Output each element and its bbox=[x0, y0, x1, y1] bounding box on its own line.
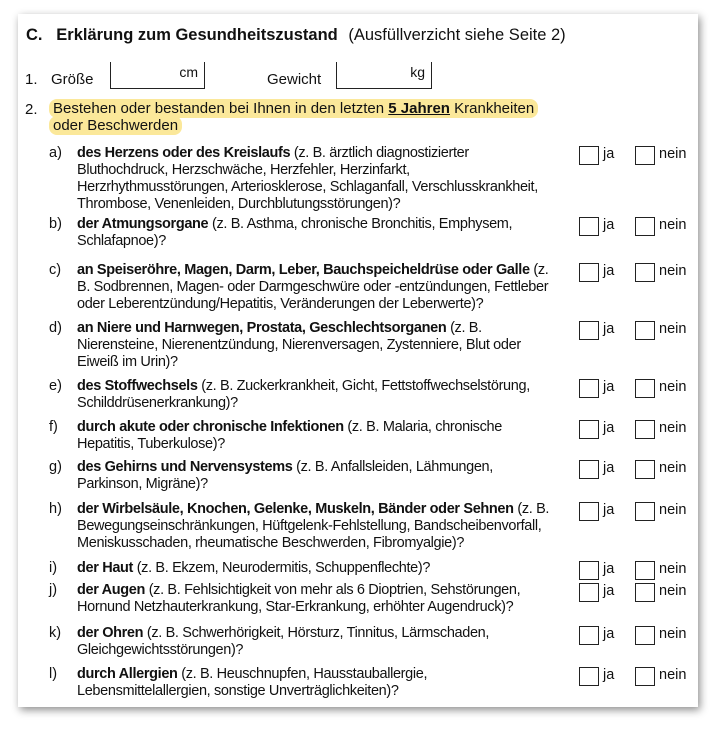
no-checkbox[interactable] bbox=[635, 667, 655, 686]
yes-label: ja bbox=[603, 460, 615, 476]
question-item-letter: f) bbox=[49, 419, 58, 435]
question-item-text bbox=[77, 666, 555, 700]
yes-label: ja bbox=[603, 561, 615, 577]
no-label: nein bbox=[659, 379, 687, 395]
question-2-text-start: Bestehen oder bestanden bei Ihnen in den letzten bbox=[53, 100, 389, 117]
question-item-detail: (z. B. Anfallsleiden, Lähmungen, Parkinson, Migräne)? bbox=[77, 459, 493, 492]
question-1-number: 1. bbox=[25, 71, 38, 88]
no-label: nein bbox=[659, 263, 687, 279]
question-item-text bbox=[77, 459, 555, 493]
no-checkbox[interactable] bbox=[635, 561, 655, 580]
yes-checkbox[interactable] bbox=[579, 146, 599, 165]
question-item-letter: d) bbox=[49, 320, 62, 336]
height-field[interactable] bbox=[110, 62, 205, 89]
question-item-text bbox=[77, 378, 555, 412]
yes-checkbox[interactable] bbox=[579, 460, 599, 479]
question-item-topic: des Stoffwechsels bbox=[77, 378, 198, 394]
question-item-detail: (z. B. Asthma, chronische Bronchitis, Emphysem, Schlafapnoe)? bbox=[77, 216, 513, 249]
question-item-detail: (z. B. Sodbrennen, Magen- oder Darmgeschwüre oder -entzündungen, Fettleber oder Leberentzündung/Hepatitis, Veränderungen der Leberwerte)? bbox=[77, 262, 549, 312]
question-item-text bbox=[77, 582, 555, 616]
yes-label: ja bbox=[603, 217, 615, 233]
question-item-detail: (z. B. Bewegungseinschränkungen, Hüftgelenk-Fehlstellung, Bandscheibenvorfall, Meniskusschaden, rheumatische Beschwerden, Fibromyalgie)? bbox=[77, 501, 550, 551]
question-2-number: 2. bbox=[25, 101, 38, 118]
no-checkbox[interactable] bbox=[635, 626, 655, 645]
question-item-detail: (z. B. ärztlich diagnostizierter Bluthochdruck, Herzschwäche, Herzfehler, Herzinfarkt, Herzrhythmusstörungen, Arteriosklerose, Schlaganfall, Verschlusskrankheit, Thrombose, Venenleiden, Durchblutungsstörungen)? bbox=[77, 145, 538, 212]
yes-checkbox[interactable] bbox=[579, 502, 599, 521]
section-letter: C. bbox=[26, 26, 43, 44]
yes-label: ja bbox=[603, 321, 615, 337]
question-item-text bbox=[77, 216, 555, 250]
weight-unit: kg bbox=[410, 64, 425, 80]
yes-checkbox[interactable] bbox=[579, 626, 599, 645]
no-checkbox[interactable] bbox=[635, 379, 655, 398]
question-item-detail: (z. B. Schwerhörigkeit, Hörsturz, Tinnitus, Lärmschaden, Gleichgewichtsstörungen)? bbox=[77, 625, 490, 658]
question-item-letter: b) bbox=[49, 216, 62, 232]
height-unit: cm bbox=[179, 64, 198, 80]
yes-checkbox[interactable] bbox=[579, 321, 599, 340]
question-item-letter: e) bbox=[49, 378, 62, 394]
question-2-text-end: Krankheiten oder Beschwerden bbox=[53, 100, 535, 134]
question-item-letter: j) bbox=[49, 582, 58, 598]
question-2-emphasis: 5 Jahren bbox=[388, 100, 450, 117]
no-checkbox[interactable] bbox=[635, 583, 655, 602]
question-item-topic: der Ohren bbox=[77, 625, 144, 641]
question-item-detail: (z. B. Nierensteine, Nierenentzündung, Nierenversagen, Zystenniere, Blut oder Eiweiß im Urin)? bbox=[77, 320, 521, 370]
yes-checkbox[interactable] bbox=[579, 561, 599, 580]
yes-label: ja bbox=[603, 379, 615, 395]
section-title bbox=[26, 26, 566, 45]
no-label: nein bbox=[659, 561, 687, 577]
no-label: nein bbox=[659, 420, 687, 436]
yes-checkbox[interactable] bbox=[579, 667, 599, 686]
no-label: nein bbox=[659, 460, 687, 476]
question-item-letter: h) bbox=[49, 501, 62, 517]
no-label: nein bbox=[659, 146, 687, 162]
question-item-detail: (z. B. Zuckerkrankheit, Gicht, Fettstoffwechselstörung, Schilddrüsenerkrankung)? bbox=[77, 378, 530, 411]
no-checkbox[interactable] bbox=[635, 420, 655, 439]
yes-label: ja bbox=[603, 263, 615, 279]
yes-checkbox[interactable] bbox=[579, 583, 599, 602]
no-label: nein bbox=[659, 502, 687, 518]
no-label: nein bbox=[659, 217, 687, 233]
question-item-topic: der Atmungsorgane bbox=[77, 216, 209, 232]
yes-label: ja bbox=[603, 420, 615, 436]
no-checkbox[interactable] bbox=[635, 502, 655, 521]
weight-label: Gewicht bbox=[267, 71, 322, 88]
question-item-letter: g) bbox=[49, 459, 62, 475]
weight-field[interactable] bbox=[336, 62, 432, 89]
no-label: nein bbox=[659, 667, 687, 683]
question-item-text bbox=[77, 560, 555, 577]
yes-checkbox[interactable] bbox=[579, 217, 599, 236]
no-label: nein bbox=[659, 583, 687, 599]
question-item-text bbox=[77, 501, 555, 552]
yes-label: ja bbox=[603, 146, 615, 162]
question-item-text bbox=[77, 625, 555, 659]
form-page bbox=[18, 14, 698, 707]
question-item-letter: i) bbox=[49, 560, 58, 576]
question-item-text bbox=[77, 419, 555, 453]
question-2-highlight bbox=[49, 99, 538, 135]
question-item-text bbox=[77, 262, 555, 313]
no-label: nein bbox=[659, 321, 687, 337]
question-item-topic: an Niere und Harnwegen, Prostata, Geschlechtsorganen bbox=[77, 320, 447, 336]
yes-label: ja bbox=[603, 502, 615, 518]
yes-label: ja bbox=[603, 626, 615, 642]
question-item-detail: (z. B. Malaria, chronische Hepatitis, Tuberkulose)? bbox=[77, 419, 502, 452]
question-item-detail: (z. B. Heuschnupfen, Hausstauballergie, Lebensmittelallergien, sonstige Unverträglichkeiten)? bbox=[77, 666, 428, 699]
no-checkbox[interactable] bbox=[635, 263, 655, 282]
section-heading: Erklärung zum Gesundheitszustand bbox=[56, 26, 338, 44]
yes-label: ja bbox=[603, 667, 615, 683]
yes-label: ja bbox=[603, 583, 615, 599]
question-item-letter: a) bbox=[49, 145, 62, 161]
question-item-topic: durch akute oder chronische Infektionen bbox=[77, 419, 344, 435]
question-item-topic: durch Allergien bbox=[77, 666, 178, 682]
question-item-text bbox=[77, 320, 555, 371]
question-item-topic: des Herzens oder des Kreislaufs bbox=[77, 145, 291, 161]
question-item-detail: (z. B. Fehlsichtigkeit von mehr als 6 Dioptrien, Sehstörungen, Hornund Netzhauterkrankung, Star-Erkrankung, erhöhter Augendruck)? bbox=[77, 582, 521, 615]
no-checkbox[interactable] bbox=[635, 460, 655, 479]
yes-checkbox[interactable] bbox=[579, 420, 599, 439]
yes-checkbox[interactable] bbox=[579, 379, 599, 398]
section-subtitle: (Ausfüllverzicht siehe Seite 2) bbox=[348, 26, 566, 44]
question-2-text bbox=[49, 100, 554, 134]
height-label: Größe bbox=[51, 71, 94, 88]
question-item-topic: der Haut bbox=[77, 560, 134, 576]
question-item-topic: des Gehirns und Nervensystems bbox=[77, 459, 293, 475]
question-item-letter: k) bbox=[49, 625, 62, 641]
no-checkbox[interactable] bbox=[635, 321, 655, 340]
question-item-letter: c) bbox=[49, 262, 62, 278]
no-checkbox[interactable] bbox=[635, 146, 655, 165]
question-item-topic: der Augen bbox=[77, 582, 146, 598]
question-item-topic: der Wirbelsäule, Knochen, Gelenke, Muskeln, Bänder oder Sehnen bbox=[77, 501, 514, 517]
question-item-topic: an Speiseröhre, Magen, Darm, Leber, Bauchspeicheldrüse oder Galle bbox=[77, 262, 530, 278]
question-item-letter: l) bbox=[49, 666, 58, 682]
no-checkbox[interactable] bbox=[635, 217, 655, 236]
question-item-detail: (z. B. Ekzem, Neurodermitis, Schuppenflechte)? bbox=[133, 560, 431, 576]
yes-checkbox[interactable] bbox=[579, 263, 599, 282]
question-item-text bbox=[77, 145, 555, 213]
no-label: nein bbox=[659, 626, 687, 642]
